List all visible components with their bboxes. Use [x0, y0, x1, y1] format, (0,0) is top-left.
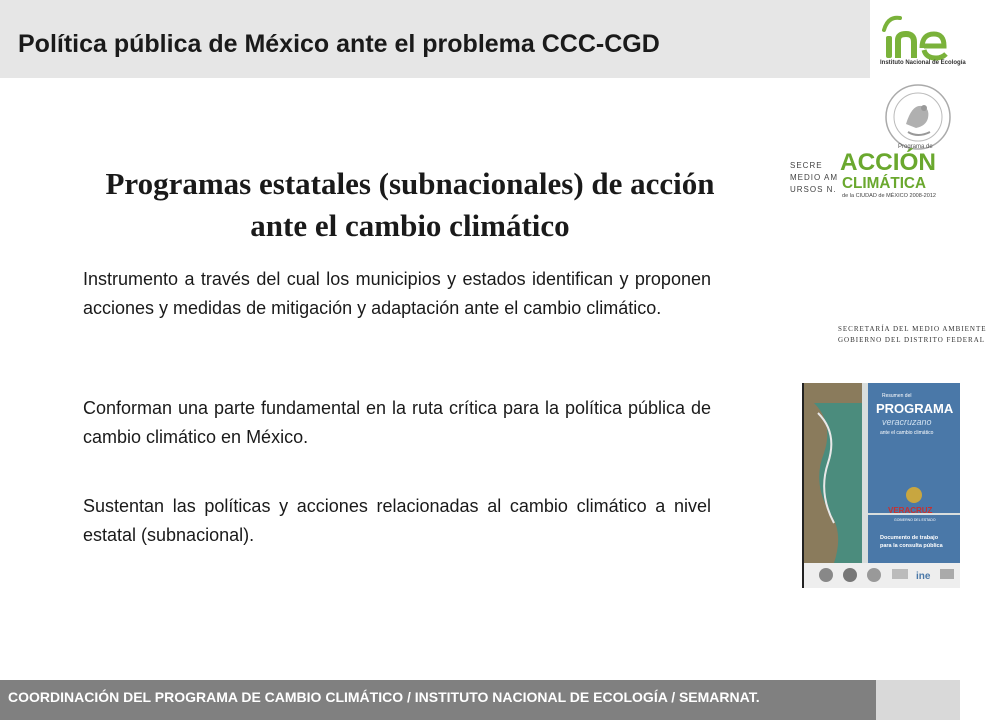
heading-line-1: Programas estatales (subnacionales) de acción — [105, 166, 715, 201]
sma-line-2: GOBIERNO DEL DISTRITO FEDERAL — [838, 336, 986, 344]
accion-main-text: ACCIÓN — [840, 149, 935, 176]
sma-line-1: SECRETARÍA DEL MEDIO AMBIENTE — [838, 325, 987, 333]
slide-title: Política pública de México ante el problema CCC-CGD — [18, 30, 660, 58]
doc-programa-text: PROGRAMA — [876, 401, 954, 416]
secretaria-line: SECRE — [790, 161, 823, 170]
doc-veracruz-text: VERACRUZ — [888, 506, 933, 515]
sma-label — [838, 324, 987, 346]
footer-right-block — [876, 680, 960, 720]
ine-caption: Instituto Nacional de Ecología — [880, 60, 966, 66]
doc-trabajo-text: Documento de trabajo — [880, 535, 939, 541]
paragraph-2: Conforman una parte fundamental en la ruta crítica para la política pública de cambio climático en México. — [83, 398, 711, 447]
accion-top-text: Programa de — [898, 144, 933, 150]
paragraph-3: Sustentan las políticas y acciones relacionadas al cambio climático a nivel estatal (subnacional). — [83, 496, 711, 545]
secretaria-line: MEDIO AM — [790, 173, 839, 182]
heading-line-2: ante el cambio climático — [250, 208, 570, 243]
doc-ante-text: ante el cambio climático — [880, 430, 934, 436]
doc-consulta-text: para la consulta pública — [880, 543, 943, 549]
secretaria-line: URSOS N. — [790, 185, 837, 194]
accion-climatica-logo — [838, 140, 938, 200]
doc-ine-text: ine — [916, 571, 931, 582]
doc-gobierno-text: GOBIERNO DEL ESTADO — [894, 518, 936, 522]
veracruz-program-cover — [804, 383, 960, 588]
doc-small-text: Resumen del — [882, 393, 912, 399]
main-heading — [20, 163, 800, 247]
accion-second-text: CLIMÁTICA — [842, 175, 930, 192]
footer-text: COORDINACIÓN DEL PROGRAMA DE CAMBIO CLIMÁTICO / INSTITUTO NACIONAL DE ECOLOGÍA / SEMARNAT. — [8, 689, 760, 705]
accion-bottom-text: de la CIUDAD de MÉXICO 2008-2012 — [842, 193, 927, 199]
paragraph-1: Instrumento a través del cual los municipios y estados identifican y proponen acciones y medidas de mitigación y adaptación ante el cambio climático. — [83, 269, 711, 318]
doc-veracruzano-text: veracruzano — [882, 417, 932, 427]
ine-logo — [878, 8, 966, 78]
